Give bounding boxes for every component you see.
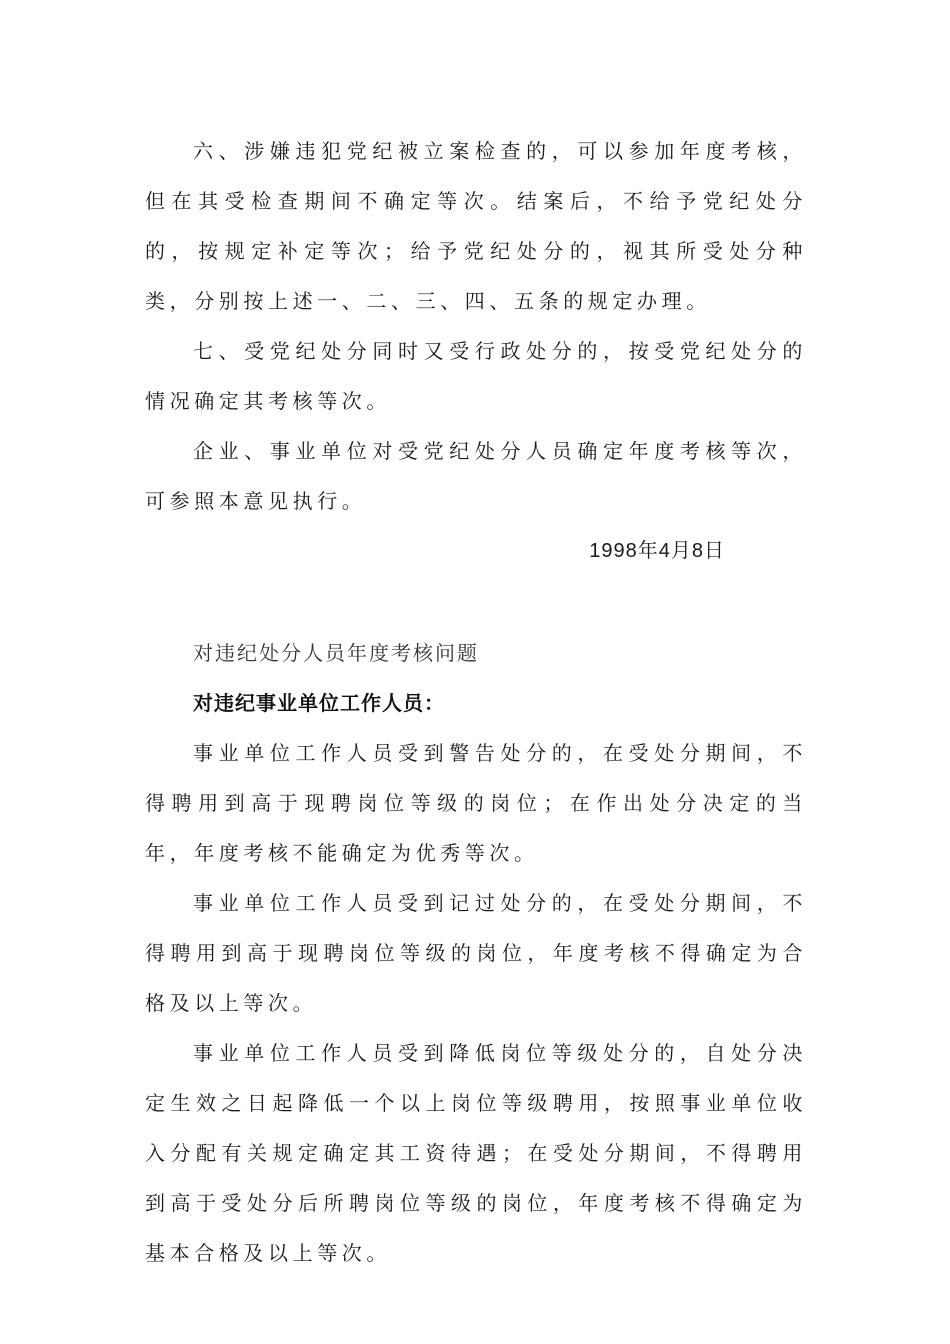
- section-spacer: [145, 576, 807, 628]
- paragraph-demerit: 事业单位工作人员受到记过处分的，在受处分期间，不得聘用到高于现聘岗位等级的岗位，年度考核不得确定为合格及以上等次。: [145, 891, 807, 1015]
- document-body: [145, 126, 807, 1278]
- paragraph-demotion: 事业单位工作人员受到降低岗位等级处分的，自处分决定生效之日起降低一个以上岗位等级聘用，按照事业单位收入分配有关规定确定其工资待遇；在受处分期间，不得聘用到高于受处分后所聘岗位等级的岗位，年度考核不得确定为基本合格及以上等次。: [145, 1041, 807, 1265]
- section-subtitle: 对违纪事业单位工作人员：: [193, 691, 445, 715]
- paragraph-item-six: 六、涉嫌违犯党纪被立案检查的，可以参加年度考核，但在其受检查期间不确定等次。结案后，不给予党纪处分的，按规定补定等次；给予党纪处分的，视其所受处分种类，分别按上述一、二、三、四、五条的规定办理。: [145, 139, 807, 313]
- paragraph-reference-note: 企业、事业单位对受党纪处分人员确定年度考核等次，可参照本意见执行。: [145, 439, 807, 513]
- paragraph-warning: 事业单位工作人员受到警告处分的，在受处分期间，不得聘用到高于现聘岗位等级的岗位；在作出处分决定的当年，年度考核不能确定为优秀等次。: [145, 741, 807, 865]
- document-date: 1998年4月8日: [589, 540, 725, 562]
- section-title: 对违纪处分人员年度考核问题: [193, 641, 479, 665]
- paragraph-item-seven: 七、受党纪处分同时又受行政处分的，按受党纪处分的情况确定其考核等次。: [145, 339, 807, 413]
